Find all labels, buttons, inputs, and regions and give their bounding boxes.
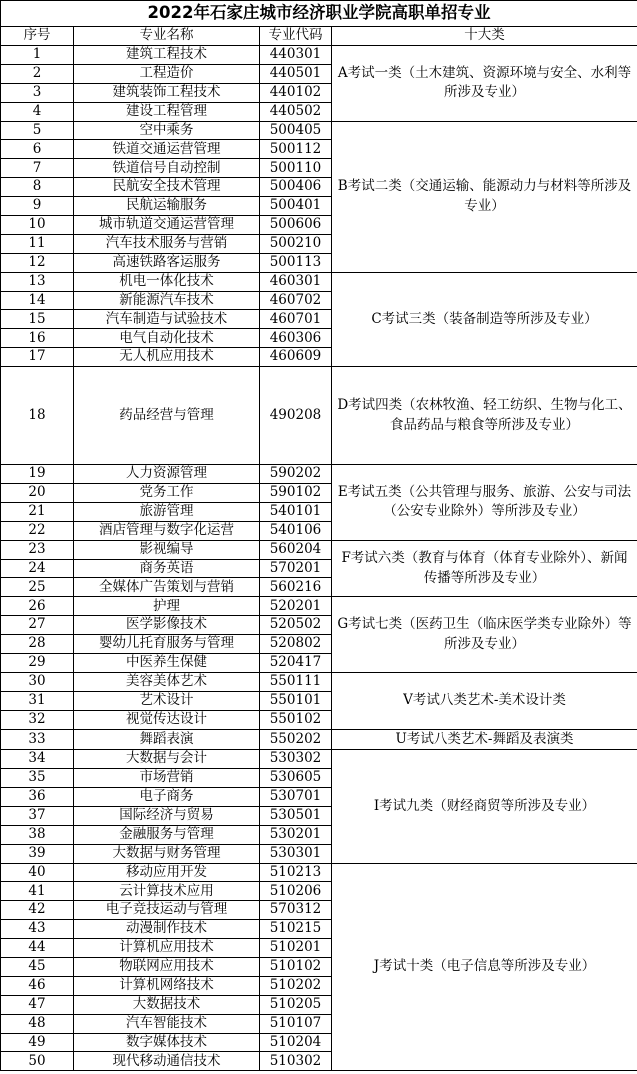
row-index: 43 [1, 920, 74, 939]
table-row [1, 672, 637, 691]
major-code: 540101 [260, 502, 332, 521]
major-name: 计算机网络技术 [74, 976, 260, 995]
header-category: 十大类 [332, 27, 637, 46]
row-index: 4 [1, 102, 74, 121]
major-name: 电气自动化技术 [74, 329, 260, 348]
major-name: 建设工程管理 [74, 102, 260, 121]
header-row [1, 27, 637, 46]
major-name: 移动应用开发 [74, 863, 260, 882]
row-index: 2 [1, 64, 74, 83]
major-code: 460609 [260, 348, 332, 367]
major-name: 计算机应用技术 [74, 939, 260, 958]
row-index: 25 [1, 578, 74, 597]
major-code: 460301 [260, 272, 332, 291]
header-index: 序号 [1, 27, 74, 46]
major-code: 540106 [260, 521, 332, 540]
category-cell: C考试三类（装备制造等所涉及专业） [332, 272, 637, 366]
major-code: 500210 [260, 234, 332, 253]
major-code: 560216 [260, 578, 332, 597]
row-index: 15 [1, 310, 74, 329]
row-index: 34 [1, 750, 74, 769]
major-name: 人力资源管理 [74, 465, 260, 484]
row-index: 24 [1, 559, 74, 578]
table-row [1, 540, 637, 559]
major-name: 机电一体化技术 [74, 272, 260, 291]
row-index: 49 [1, 1033, 74, 1052]
major-name: 民航安全技术管理 [74, 178, 260, 197]
major-name: 民航运输服务 [74, 197, 260, 216]
major-name: 舞蹈表演 [74, 729, 260, 750]
major-name: 铁道信号自动控制 [74, 159, 260, 178]
major-code: 510205 [260, 995, 332, 1014]
major-code: 510202 [260, 976, 332, 995]
table-row [1, 597, 637, 616]
row-index: 41 [1, 882, 74, 901]
row-index: 14 [1, 291, 74, 310]
major-code: 520802 [260, 635, 332, 654]
row-index: 10 [1, 216, 74, 235]
major-code: 510102 [260, 957, 332, 976]
table-row [1, 367, 637, 465]
row-index: 12 [1, 253, 74, 272]
major-name: 空中乘务 [74, 121, 260, 140]
major-code: 510107 [260, 1014, 332, 1033]
major-code: 530301 [260, 844, 332, 863]
major-name: 全媒体广告策划与营销 [74, 578, 260, 597]
row-index: 6 [1, 140, 74, 159]
major-code: 510206 [260, 882, 332, 901]
major-code: 530501 [260, 806, 332, 825]
major-code: 500405 [260, 121, 332, 140]
row-index: 45 [1, 957, 74, 976]
row-index: 38 [1, 825, 74, 844]
major-name: 电子竞技运动与管理 [74, 901, 260, 920]
row-index: 31 [1, 691, 74, 710]
major-name: 云计算技术应用 [74, 882, 260, 901]
row-index: 30 [1, 672, 74, 691]
row-index: 26 [1, 597, 74, 616]
category-cell: B考试二类（交通运输、能源动力与材料等所涉及专业） [332, 121, 637, 272]
major-name: 市场营销 [74, 769, 260, 788]
row-index: 19 [1, 465, 74, 484]
major-code: 460306 [260, 329, 332, 348]
major-code: 500606 [260, 216, 332, 235]
major-code: 500112 [260, 140, 332, 159]
major-name: 中医养生保健 [74, 654, 260, 673]
major-code: 530201 [260, 825, 332, 844]
major-name: 大数据技术 [74, 995, 260, 1014]
table-row [1, 272, 637, 291]
major-name: 高速铁路客运服务 [74, 253, 260, 272]
major-code: 590202 [260, 465, 332, 484]
major-code: 550111 [260, 672, 332, 691]
category-cell: E考试五类（公共管理与服务、旅游、公安与司法（公安专业除外）等所涉及专业） [332, 465, 637, 541]
row-index: 50 [1, 1052, 74, 1071]
major-name: 艺术设计 [74, 691, 260, 710]
category-cell: I考试九类（财经商贸等所涉及专业） [332, 750, 637, 863]
major-name: 汽车制造与试验技术 [74, 310, 260, 329]
major-name: 视觉传达设计 [74, 710, 260, 729]
row-index: 21 [1, 502, 74, 521]
row-index: 20 [1, 484, 74, 503]
row-index: 7 [1, 159, 74, 178]
row-index: 28 [1, 635, 74, 654]
major-code: 510213 [260, 863, 332, 882]
major-code: 500110 [260, 159, 332, 178]
major-code: 530701 [260, 787, 332, 806]
row-index: 35 [1, 769, 74, 788]
header-code: 专业代码 [260, 27, 332, 46]
row-index: 46 [1, 976, 74, 995]
table-title: 2022年石家庄城市经济职业学院高职单招专业 [1, 1, 637, 27]
row-index: 27 [1, 616, 74, 635]
table-row [1, 750, 637, 769]
major-code: 440301 [260, 46, 332, 65]
major-code: 510215 [260, 920, 332, 939]
major-code: 520417 [260, 654, 332, 673]
row-index: 48 [1, 1014, 74, 1033]
major-name: 现代移动通信技术 [74, 1052, 260, 1071]
major-code: 440501 [260, 64, 332, 83]
major-code: 510302 [260, 1052, 332, 1071]
major-code: 510204 [260, 1033, 332, 1052]
major-name: 美容美体艺术 [74, 672, 260, 691]
row-index: 13 [1, 272, 74, 291]
row-index: 9 [1, 197, 74, 216]
row-index: 1 [1, 46, 74, 65]
row-index: 22 [1, 521, 74, 540]
major-code: 490208 [260, 367, 332, 465]
major-name: 动漫制作技术 [74, 920, 260, 939]
major-code: 500406 [260, 178, 332, 197]
major-code: 560204 [260, 540, 332, 559]
major-code: 550202 [260, 729, 332, 750]
major-name: 汽车技术服务与营销 [74, 234, 260, 253]
table-row [1, 465, 637, 484]
major-name: 工程造价 [74, 64, 260, 83]
major-name: 药品经营与管理 [74, 367, 260, 465]
major-name: 建筑装饰工程技术 [74, 83, 260, 102]
major-name: 大数据与会计 [74, 750, 260, 769]
row-index: 5 [1, 121, 74, 140]
major-name: 城市轨道交通运营管理 [74, 216, 260, 235]
major-code: 440502 [260, 102, 332, 121]
category-cell: U考试八类艺术-舞蹈及表演类 [332, 729, 637, 750]
row-index: 11 [1, 234, 74, 253]
major-code: 440102 [260, 83, 332, 102]
major-code: 550102 [260, 710, 332, 729]
major-code: 500113 [260, 253, 332, 272]
row-index: 16 [1, 329, 74, 348]
category-cell: G考试七类（医药卫生（临床医学类专业除外）等所涉及专业） [332, 597, 637, 673]
major-name: 电子商务 [74, 787, 260, 806]
row-index: 37 [1, 806, 74, 825]
major-name: 医学影像技术 [74, 616, 260, 635]
row-index: 32 [1, 710, 74, 729]
major-name: 数字媒体技术 [74, 1033, 260, 1052]
table-row [1, 46, 637, 65]
table-row [1, 121, 637, 140]
major-code: 530302 [260, 750, 332, 769]
table-row [1, 729, 637, 750]
major-code: 590102 [260, 484, 332, 503]
category-cell: A考试一类（土木建筑、资源环境与安全、水利等所涉及专业） [332, 46, 637, 122]
major-code: 570312 [260, 901, 332, 920]
major-name: 国际经济与贸易 [74, 806, 260, 825]
major-code: 460701 [260, 310, 332, 329]
table-row [1, 863, 637, 882]
major-name: 商务英语 [74, 559, 260, 578]
major-name: 旅游管理 [74, 502, 260, 521]
major-name: 护理 [74, 597, 260, 616]
row-index: 18 [1, 367, 74, 465]
major-code: 530605 [260, 769, 332, 788]
row-index: 44 [1, 939, 74, 958]
major-name: 物联网应用技术 [74, 957, 260, 976]
major-code: 550101 [260, 691, 332, 710]
major-code: 510201 [260, 939, 332, 958]
major-code: 520201 [260, 597, 332, 616]
row-index: 8 [1, 178, 74, 197]
major-code: 570201 [260, 559, 332, 578]
major-name: 无人机应用技术 [74, 348, 260, 367]
row-index: 23 [1, 540, 74, 559]
header-name: 专业名称 [74, 27, 260, 46]
major-name: 汽车智能技术 [74, 1014, 260, 1033]
major-code: 500401 [260, 197, 332, 216]
major-name: 金融服务与管理 [74, 825, 260, 844]
row-index: 36 [1, 787, 74, 806]
category-cell: F考试六类（教育与体育（体育专业除外）、新闻传播等所涉及专业） [332, 540, 637, 597]
row-index: 33 [1, 729, 74, 750]
category-cell: J考试十类（电子信息等所涉及专业） [332, 863, 637, 1071]
row-index: 3 [1, 83, 74, 102]
major-name: 新能源汽车技术 [74, 291, 260, 310]
row-index: 17 [1, 348, 74, 367]
major-name: 党务工作 [74, 484, 260, 503]
major-code: 460702 [260, 291, 332, 310]
major-name: 建筑工程技术 [74, 46, 260, 65]
category-cell: V考试八类艺术-美术设计类 [332, 672, 637, 729]
category-cell: D考试四类（农林牧渔、轻工纺织、生物与化工、食品药品与粮食等所涉及专业） [332, 367, 637, 465]
major-name: 婴幼儿托育服务与管理 [74, 635, 260, 654]
row-index: 42 [1, 901, 74, 920]
row-index: 40 [1, 863, 74, 882]
major-code: 520502 [260, 616, 332, 635]
major-name: 铁道交通运营管理 [74, 140, 260, 159]
row-index: 39 [1, 844, 74, 863]
row-index: 29 [1, 654, 74, 673]
row-index: 47 [1, 995, 74, 1014]
major-name: 酒店管理与数字化运营 [74, 521, 260, 540]
major-name: 影视编导 [74, 540, 260, 559]
major-name: 大数据与财务管理 [74, 844, 260, 863]
